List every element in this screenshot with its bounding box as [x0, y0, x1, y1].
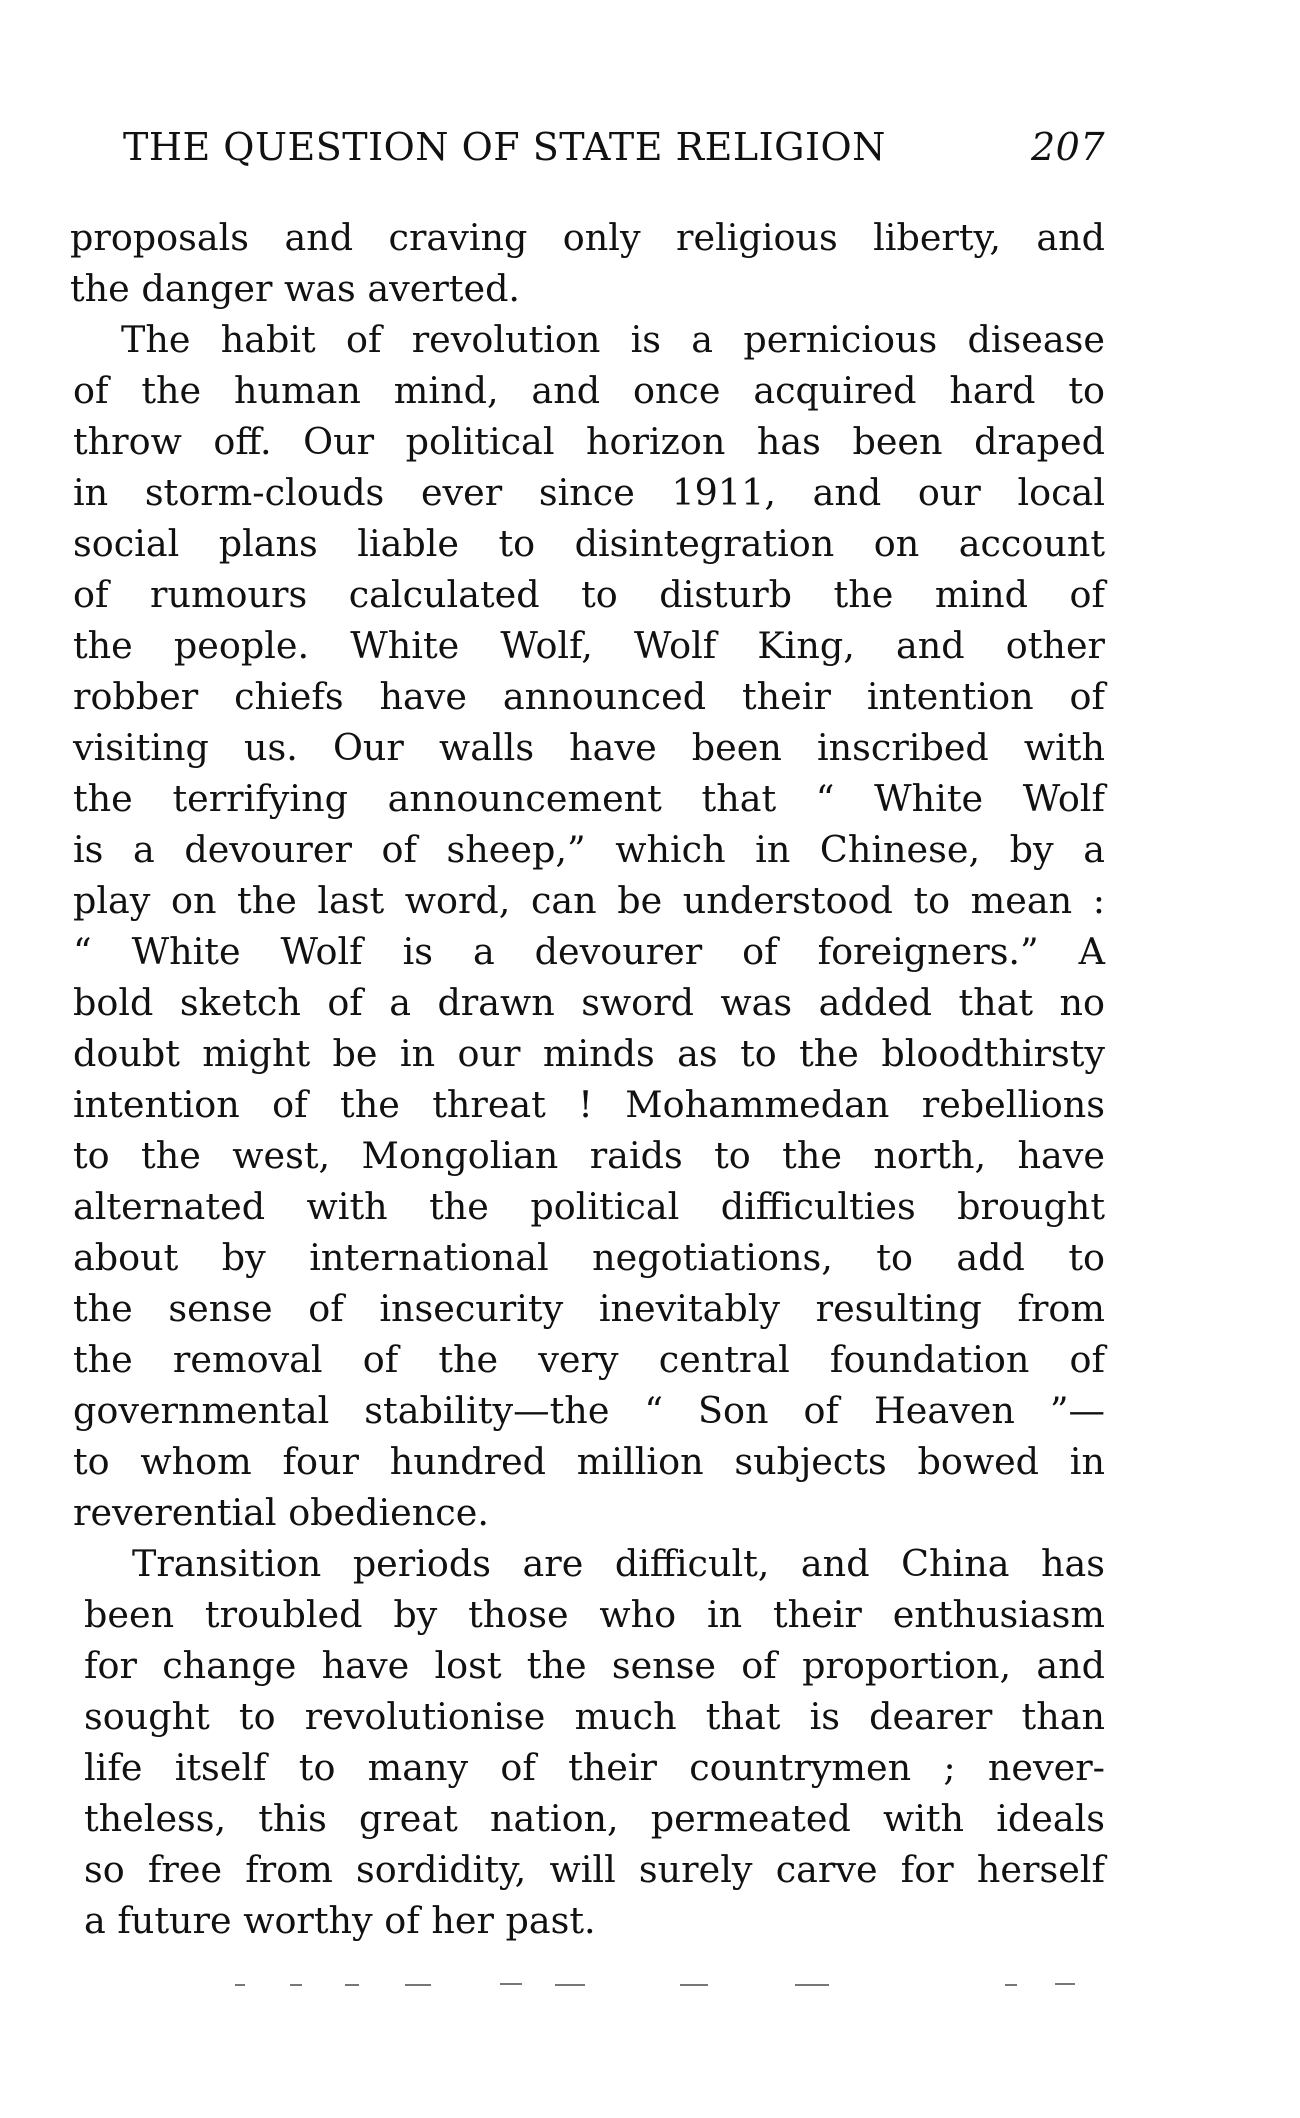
text-line: doubt might be in our minds as to the bloodthirsty: [73, 1032, 1105, 1075]
text-line: alternated with the political difficulties brought: [73, 1185, 1105, 1228]
text-line: social plans liable to disintegration on account: [73, 522, 1105, 565]
text-line: in storm-clouds ever since 1911, and our local: [73, 471, 1105, 514]
text-line: the removal of the very central foundation of: [73, 1338, 1105, 1381]
text-line: for change have lost the sense of proportion, and: [84, 1644, 1105, 1687]
body-text: [70, 212, 1105, 1946]
text-line: governmental stability—the “ Son of Heaven ”—: [73, 1389, 1105, 1432]
text-line: sought to revolutionise much that is dearer than: [84, 1695, 1105, 1738]
text-line: reverential obedience.: [73, 1491, 489, 1534]
text-line: theless, this great nation, permeated with ideals: [84, 1797, 1105, 1840]
text-line: robber chiefs have announced their intention of: [73, 675, 1105, 718]
text-line: the sense of insecurity inevitably resulting from: [73, 1287, 1105, 1330]
text-line: of rumours calculated to disturb the mind of: [73, 573, 1105, 616]
paragraph: [84, 1538, 1105, 1946]
text-line: about by international negotiations, to add to: [73, 1236, 1105, 1279]
text-line: proposals and craving only religious liberty, and: [70, 216, 1105, 259]
text-line: Transition periods are difficult, and China has: [132, 1542, 1105, 1585]
text-line: bold sketch of a drawn sword was added that no: [73, 981, 1105, 1024]
text-line: been troubled by those who in their enthusiasm: [84, 1593, 1105, 1636]
chapter-title: THE QUESTION OF STATE RELIGION: [123, 125, 886, 169]
text-line: to the west, Mongolian raids to the north, have: [73, 1134, 1105, 1177]
running-head: [123, 117, 1105, 177]
text-line: life itself to many of their countrymen ; never-: [84, 1746, 1105, 1789]
text-line: a future worthy of her past.: [84, 1899, 596, 1942]
text-line: to whom four hundred million subjects bowed in: [73, 1440, 1105, 1483]
text-line: “ White Wolf is a devourer of foreigners.” A: [73, 930, 1105, 973]
text-line: visiting us. Our walls have been inscribed with: [73, 726, 1105, 769]
text-line: intention of the threat ! Mohammedan rebellions: [73, 1083, 1105, 1126]
text-line: is a devourer of sheep,” which in Chinese, by a: [73, 828, 1105, 871]
paragraph: [73, 314, 1105, 1538]
text-line: the terrifying announcement that “ White Wolf: [73, 777, 1105, 820]
text-line: so free from sordidity, will surely carve for herself: [84, 1848, 1105, 1891]
text-line: play on the last word, can be understood to mean :: [73, 879, 1105, 922]
paragraph: [70, 212, 1105, 314]
text-line: the danger was averted.: [70, 267, 521, 310]
text-line: The habit of revolution is a pernicious disease: [121, 318, 1105, 361]
bleed-through-marks: [235, 1983, 1085, 1987]
page-number: 207: [1030, 125, 1105, 169]
text-line: throw off. Our political horizon has been draped: [73, 420, 1105, 463]
text-line: of the human mind, and once acquired hard to: [73, 369, 1105, 412]
text-line: the people. White Wolf, Wolf King, and other: [73, 624, 1105, 667]
